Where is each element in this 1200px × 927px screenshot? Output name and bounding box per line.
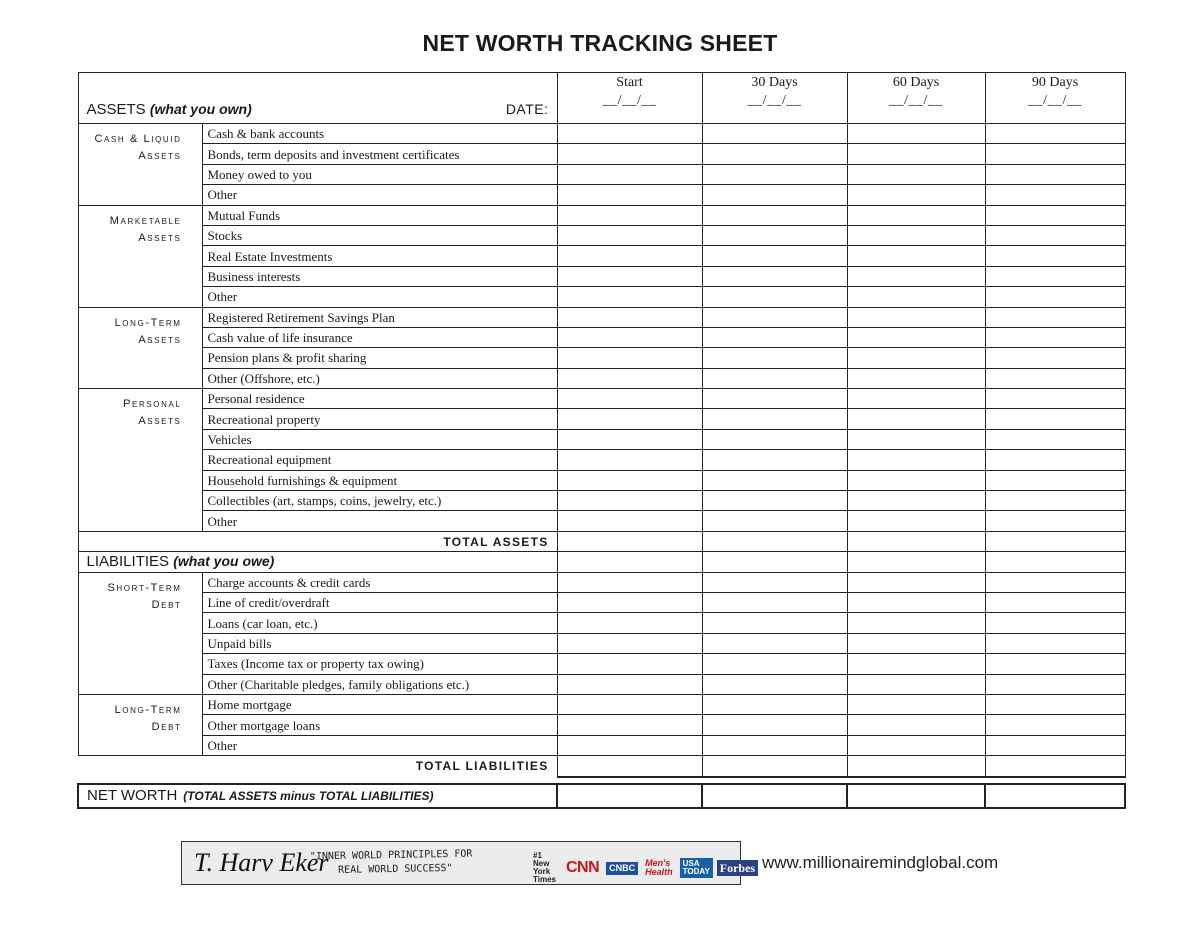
bonds-term-deposits-and-investment-certificates-30-days-cell[interactable] [702, 144, 847, 164]
category-line: Assets [138, 150, 182, 162]
table-row [78, 246, 1125, 266]
liabilities-header-row [78, 552, 1125, 572]
line-item-vehicles: Vehicles [202, 429, 557, 449]
taxes-income-tax-or-property-tax-owing-30-days-cell[interactable] [702, 654, 847, 674]
other-charitable-pledges-family-obligations-etc-90-days-cell[interactable] [985, 674, 1125, 694]
category-line: Assets [138, 415, 182, 428]
other-start-cell[interactable] [557, 511, 702, 531]
total-liabilities-60-days-cell[interactable] [847, 756, 985, 777]
taxes-income-tax-or-property-tax-owing-90-days-cell[interactable] [985, 654, 1125, 674]
table-row [78, 124, 1125, 144]
line-item-money-owed-to-you: Money owed to you [202, 164, 557, 184]
cnbc-logo: CNBC [606, 862, 638, 875]
cash-bank-accounts-start-cell[interactable] [557, 124, 702, 144]
vehicles-start-cell[interactable] [557, 429, 702, 449]
line-of-credit-overdraft-60-days-cell[interactable] [847, 592, 985, 612]
table-row [78, 327, 1125, 347]
vehicles-90-days-cell[interactable] [985, 429, 1125, 449]
line-item-business-interests: Business interests [202, 266, 557, 286]
table-row [78, 633, 1125, 653]
table-row [78, 572, 1125, 592]
charge-accounts-credit-cards-start-cell[interactable] [557, 572, 702, 592]
category-line: Debt [151, 598, 182, 611]
recreational-property-30-days-cell[interactable] [702, 409, 847, 429]
table-row [78, 389, 1125, 409]
line-item-stocks: Stocks [202, 225, 557, 245]
line-item-other: Other [202, 287, 557, 307]
table-row [78, 368, 1125, 388]
table-row [78, 409, 1125, 429]
collectibles-art-stamps-coins-jewelry-etc-30-days-cell[interactable] [702, 491, 847, 511]
collectibles-art-stamps-coins-jewelry-etc-90-days-cell[interactable] [985, 491, 1125, 511]
other-90-days-cell[interactable] [985, 287, 1125, 307]
table-row [78, 225, 1125, 245]
category-label [78, 572, 202, 694]
net-worth-90-days-cell[interactable] [985, 784, 1125, 808]
recreational-equipment-start-cell[interactable] [557, 450, 702, 470]
charge-accounts-credit-cards-60-days-cell[interactable] [847, 572, 985, 592]
vehicles-30-days-cell[interactable] [702, 429, 847, 449]
other-30-days-cell[interactable] [702, 735, 847, 755]
net-worth-start-cell[interactable] [557, 784, 702, 808]
line-item-other-mortgage-loans: Other mortgage loans [202, 715, 557, 735]
category-label [78, 307, 202, 389]
category-line: Long-Term [114, 703, 182, 716]
personal-residence-90-days-cell[interactable] [985, 389, 1125, 409]
signature: T. Harv Eker [194, 848, 329, 877]
registered-retirement-savings-plan-90-days-cell[interactable] [985, 307, 1125, 327]
date-blank-start[interactable]: __/__/__ [602, 93, 657, 108]
personal-residence-30-days-cell[interactable] [702, 389, 847, 409]
date-blank-90-days[interactable]: __/__/__ [1028, 93, 1082, 108]
cash-value-of-life-insurance-60-days-cell[interactable] [847, 327, 985, 347]
table-row [78, 654, 1125, 674]
other-charitable-pledges-family-obligations-etc-start-cell[interactable] [557, 674, 702, 694]
net-worth-60-days-cell[interactable] [847, 784, 985, 808]
business-interests-start-cell[interactable] [557, 266, 702, 286]
cash-value-of-life-insurance-30-days-cell[interactable] [702, 327, 847, 347]
total-assets-row [78, 531, 1125, 551]
nyt-logo: #1 New York Times [533, 851, 556, 884]
date-label: DATE: [505, 101, 549, 117]
pension-plans-profit-sharing-90-days-cell[interactable] [985, 348, 1125, 368]
registered-retirement-savings-plan-start-cell[interactable] [557, 307, 702, 327]
taxes-income-tax-or-property-tax-owing-start-cell[interactable] [557, 654, 702, 674]
stocks-60-days-cell[interactable] [847, 225, 985, 245]
total-assets-start-cell[interactable] [557, 531, 702, 551]
total-assets-30-days-cell[interactable] [702, 531, 847, 551]
line-item-other: Other [202, 185, 557, 205]
real-estate-investments-start-cell[interactable] [557, 246, 702, 266]
unpaid-bills-start-cell[interactable] [557, 633, 702, 653]
table-row [78, 429, 1125, 449]
mens-health-logo: Men's Health [645, 858, 673, 877]
charge-accounts-credit-cards-90-days-cell[interactable] [985, 572, 1125, 592]
charge-accounts-credit-cards-30-days-cell[interactable] [702, 572, 847, 592]
table-row [78, 144, 1125, 164]
other-30-days-cell[interactable] [702, 185, 847, 205]
table-row [78, 450, 1125, 470]
recreational-equipment-60-days-cell[interactable] [847, 450, 985, 470]
business-interests-60-days-cell[interactable] [847, 266, 985, 286]
loans-car-loan-etc-start-cell[interactable] [557, 613, 702, 633]
real-estate-investments-60-days-cell[interactable] [847, 246, 985, 266]
line-item-taxes-income-tax-or-property-tax-owing: Taxes (Income tax or property tax owing) [202, 654, 557, 674]
date-blank-30-days[interactable]: __/__/__ [747, 93, 802, 108]
cash-value-of-life-insurance-start-cell[interactable] [557, 327, 702, 347]
line-item-other: Other [202, 511, 557, 531]
recreational-property-start-cell[interactable] [557, 409, 702, 429]
total-assets-90-days-cell[interactable] [985, 531, 1125, 551]
bonds-term-deposits-and-investment-certificates-90-days-cell[interactable] [985, 144, 1125, 164]
liabilities-header-90-days-cell[interactable] [985, 552, 1125, 572]
money-owed-to-you-60-days-cell[interactable] [847, 164, 985, 184]
line-item-home-mortgage: Home mortgage [202, 694, 557, 714]
household-furnishings-equipment-60-days-cell[interactable] [847, 470, 985, 490]
other-90-days-cell[interactable] [985, 735, 1125, 755]
category-label [78, 389, 202, 532]
pension-plans-profit-sharing-30-days-cell[interactable] [702, 348, 847, 368]
cash-bank-accounts-60-days-cell[interactable] [847, 124, 985, 144]
category-label [78, 124, 202, 206]
table-row [78, 715, 1125, 735]
mutual-funds-30-days-cell[interactable] [702, 205, 847, 225]
loans-car-loan-etc-60-days-cell[interactable] [847, 613, 985, 633]
net-worth-table [77, 72, 1126, 809]
page-title: NET WORTH TRACKING SHEET [422, 30, 778, 56]
other-mortgage-loans-start-cell[interactable] [557, 715, 702, 735]
other-60-days-cell[interactable] [847, 735, 985, 755]
quote-line-2: REAL WORLD SUCCESS" [338, 862, 453, 876]
date-blank-60-days[interactable]: __/__/__ [889, 93, 943, 108]
line-item-real-estate-investments: Real Estate Investments [202, 246, 557, 266]
line-item-other-charitable-pledges-family-obligations-etc: Other (Charitable pledges, family obligations etc.) [202, 674, 557, 694]
unpaid-bills-60-days-cell[interactable] [847, 633, 985, 653]
category-line: Short-Term [107, 581, 182, 594]
household-furnishings-equipment-90-days-cell[interactable] [985, 470, 1125, 490]
net-worth-row [78, 784, 1125, 808]
other-60-days-cell[interactable] [847, 287, 985, 307]
mutual-funds-90-days-cell[interactable] [985, 205, 1125, 225]
line-item-pension-plans-profit-sharing: Pension plans & profit sharing [202, 348, 557, 368]
home-mortgage-90-days-cell[interactable] [985, 694, 1125, 714]
loans-car-loan-etc-90-days-cell[interactable] [985, 613, 1125, 633]
total-liabilities-30-days-cell[interactable] [702, 756, 847, 777]
line-item-cash-value-of-life-insurance: Cash value of life insurance [202, 327, 557, 347]
liabilities-header-60-days-cell[interactable] [847, 552, 985, 572]
money-owed-to-you-30-days-cell[interactable] [702, 164, 847, 184]
table-row [78, 735, 1125, 755]
money-owed-to-you-90-days-cell[interactable] [985, 164, 1125, 184]
total-liabilities-row [78, 756, 1125, 777]
recreational-equipment-90-days-cell[interactable] [985, 450, 1125, 470]
cnn-logo: CNN [565, 859, 600, 876]
net-worth-label: NET WORTH (TOTAL ASSETS minus TOTAL LIABILITIES) [78, 784, 557, 808]
stocks-30-days-cell[interactable] [702, 225, 847, 245]
line-of-credit-overdraft-90-days-cell[interactable] [985, 592, 1125, 612]
line-of-credit-overdraft-start-cell[interactable] [557, 592, 702, 612]
column-start: Start __/__/__ [557, 73, 702, 124]
line-item-bonds-term-deposits-and-investment-certificates: Bonds, term deposits and investment certificates [202, 144, 557, 164]
other-mortgage-loans-60-days-cell[interactable] [847, 715, 985, 735]
forbes-logo: Forbes [717, 860, 758, 876]
other-90-days-cell[interactable] [985, 511, 1125, 531]
table-row [78, 592, 1125, 612]
other-30-days-cell[interactable] [702, 287, 847, 307]
other-charitable-pledges-family-obligations-etc-60-days-cell[interactable] [847, 674, 985, 694]
line-of-credit-overdraft-30-days-cell[interactable] [702, 592, 847, 612]
liabilities-label: LIABILITIES (what you owe) [78, 552, 557, 572]
other-offshore-etc-start-cell[interactable] [557, 368, 702, 388]
recreational-property-90-days-cell[interactable] [985, 409, 1125, 429]
column-90-days: 90 Days __/__/__ [985, 73, 1125, 124]
other-offshore-etc-30-days-cell[interactable] [702, 368, 847, 388]
category-label [78, 694, 202, 755]
table-row [78, 205, 1125, 225]
total-assets-60-days-cell[interactable] [847, 531, 985, 551]
other-offshore-etc-90-days-cell[interactable] [985, 368, 1125, 388]
unpaid-bills-30-days-cell[interactable] [702, 633, 847, 653]
total-liabilities-90-days-cell[interactable] [985, 756, 1125, 777]
line-item-mutual-funds: Mutual Funds [202, 205, 557, 225]
other-60-days-cell[interactable] [847, 511, 985, 531]
home-mortgage-30-days-cell[interactable] [702, 694, 847, 714]
line-item-recreational-equipment: Recreational equipment [202, 450, 557, 470]
other-30-days-cell[interactable] [702, 511, 847, 531]
category-line: Long-Term [114, 316, 182, 329]
other-start-cell[interactable] [557, 735, 702, 755]
line-item-collectibles-art-stamps-coins-jewelry-etc: Collectibles (art, stamps, coins, jewelry, etc.) [202, 491, 557, 511]
liabilities-header-30-days-cell[interactable] [702, 552, 847, 572]
line-item-personal-residence: Personal residence [202, 389, 557, 409]
other-mortgage-loans-30-days-cell[interactable] [702, 715, 847, 735]
bonds-term-deposits-and-investment-certificates-60-days-cell[interactable] [847, 144, 985, 164]
total-liabilities-label: TOTAL LIABILITIES [78, 756, 557, 777]
table-row [78, 185, 1125, 205]
cash-bank-accounts-30-days-cell[interactable] [702, 124, 847, 144]
assets-header-cell [78, 73, 557, 124]
home-mortgage-start-cell[interactable] [557, 694, 702, 714]
collectibles-art-stamps-coins-jewelry-etc-start-cell[interactable] [557, 491, 702, 511]
line-item-registered-retirement-savings-plan: Registered Retirement Savings Plan [202, 307, 557, 327]
table-row [78, 266, 1125, 286]
unpaid-bills-90-days-cell[interactable] [985, 633, 1125, 653]
line-item-household-furnishings-equipment: Household furnishings & equipment [202, 470, 557, 490]
loans-car-loan-etc-30-days-cell[interactable] [702, 613, 847, 633]
registered-retirement-savings-plan-30-days-cell[interactable] [702, 307, 847, 327]
table-row [78, 613, 1125, 633]
banner-quote [310, 848, 473, 879]
category-line: Marketable [109, 214, 182, 227]
stocks-90-days-cell[interactable] [985, 225, 1125, 245]
table-row [78, 674, 1125, 694]
net-worth-30-days-cell[interactable] [702, 784, 847, 808]
category-line: Assets [138, 231, 182, 244]
total-assets-label: TOTAL ASSETS [78, 531, 557, 551]
other-60-days-cell[interactable] [847, 185, 985, 205]
assets-label: ASSETS (what you own) [86, 101, 252, 118]
money-owed-to-you-start-cell[interactable] [557, 164, 702, 184]
table-row [78, 307, 1125, 327]
personal-residence-60-days-cell[interactable] [847, 389, 985, 409]
real-estate-investments-90-days-cell[interactable] [985, 246, 1125, 266]
quote-line-1: "INNER WORLD PRINCIPLES FOR [309, 848, 473, 863]
line-item-loans-car-loan-etc: Loans (car loan, etc.) [202, 613, 557, 633]
other-mortgage-loans-90-days-cell[interactable] [985, 715, 1125, 735]
household-furnishings-equipment-start-cell[interactable] [557, 470, 702, 490]
table-row [78, 470, 1125, 490]
table-row [78, 694, 1125, 714]
table-row [78, 287, 1125, 307]
media-logos [530, 850, 758, 886]
column-30-days: 30 Days __/__/__ [702, 73, 847, 124]
header-row [78, 73, 1125, 124]
line-item-other-offshore-etc: Other (Offshore, etc.) [202, 368, 557, 388]
line-item-cash-bank-accounts: Cash & bank accounts [202, 124, 557, 144]
cash-value-of-life-insurance-90-days-cell[interactable] [985, 327, 1125, 347]
category-line: Assets [138, 333, 182, 346]
mutual-funds-60-days-cell[interactable] [847, 205, 985, 225]
business-interests-90-days-cell[interactable] [985, 266, 1125, 286]
other-start-cell[interactable] [557, 287, 702, 307]
line-item-charge-accounts-credit-cards: Charge accounts & credit cards [202, 572, 557, 592]
other-offshore-etc-60-days-cell[interactable] [847, 368, 985, 388]
footer-banner [181, 841, 756, 885]
mutual-funds-start-cell[interactable] [557, 205, 702, 225]
other-90-days-cell[interactable] [985, 185, 1125, 205]
line-item-unpaid-bills: Unpaid bills [202, 633, 557, 653]
column-60-days: 60 Days __/__/__ [847, 73, 985, 124]
category-label [78, 205, 202, 307]
pension-plans-profit-sharing-start-cell[interactable] [557, 348, 702, 368]
other-charitable-pledges-family-obligations-etc-30-days-cell[interactable] [702, 674, 847, 694]
category-line: Debt [151, 720, 182, 733]
stocks-start-cell[interactable] [557, 225, 702, 245]
registered-retirement-savings-plan-60-days-cell[interactable] [847, 307, 985, 327]
other-start-cell[interactable] [557, 185, 702, 205]
cash-bank-accounts-90-days-cell[interactable] [985, 124, 1125, 144]
collectibles-art-stamps-coins-jewelry-etc-60-days-cell[interactable] [847, 491, 985, 511]
household-furnishings-equipment-30-days-cell[interactable] [702, 470, 847, 490]
line-item-line-of-credit-overdraft: Line of credit/overdraft [202, 592, 557, 612]
line-item-other: Other [202, 735, 557, 755]
real-estate-investments-30-days-cell[interactable] [702, 246, 847, 266]
business-interests-30-days-cell[interactable] [702, 266, 847, 286]
home-mortgage-60-days-cell[interactable] [847, 694, 985, 714]
website-link[interactable]: www.millionairemindglobal.com [762, 853, 999, 872]
table-row [78, 164, 1125, 184]
taxes-income-tax-or-property-tax-owing-60-days-cell[interactable] [847, 654, 985, 674]
table-row [78, 491, 1125, 511]
category-line: Personal [123, 398, 182, 411]
pension-plans-profit-sharing-60-days-cell[interactable] [847, 348, 985, 368]
table-row [78, 511, 1125, 531]
category-line: Cash & Liquid [94, 133, 182, 145]
liabilities-header-start-cell[interactable] [557, 552, 702, 572]
line-item-recreational-property: Recreational property [202, 409, 557, 429]
bonds-term-deposits-and-investment-certificates-start-cell[interactable] [557, 144, 702, 164]
recreational-property-60-days-cell[interactable] [847, 409, 985, 429]
total-liabilities-start-cell[interactable] [557, 756, 702, 777]
table-row [78, 348, 1125, 368]
personal-residence-start-cell[interactable] [557, 389, 702, 409]
recreational-equipment-30-days-cell[interactable] [702, 450, 847, 470]
vehicles-60-days-cell[interactable] [847, 429, 985, 449]
usa-today-logo: USA TODAY [680, 858, 713, 878]
